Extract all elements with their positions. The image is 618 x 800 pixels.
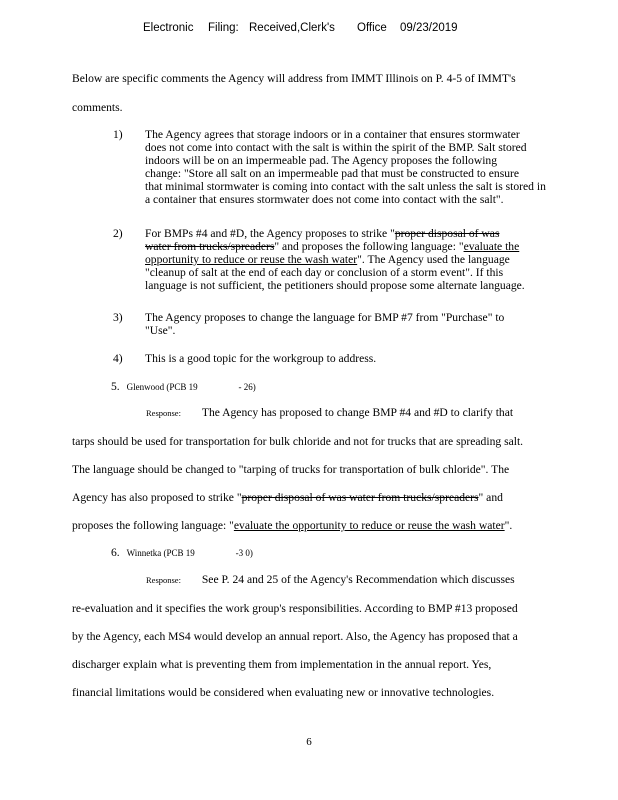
- body-line: [72, 491, 602, 505]
- underlined-text: opportunity to reduce or reuse the wash water: [145, 253, 358, 266]
- intro-line-2: comments.: [72, 101, 123, 114]
- section-number: 6.: [111, 546, 120, 559]
- item-number: 4): [113, 352, 123, 365]
- header-electronic: Electronic: [143, 22, 194, 34]
- body-line: by the Agency, each MS4 would develop an annual report. Also, the Agency has proposed that a: [72, 630, 518, 643]
- text-run: For BMPs #4 and #D, the Agency proposes to strike ": [145, 227, 395, 240]
- section-number: 5.: [111, 380, 120, 393]
- header-filing: Filing:: [208, 22, 239, 34]
- text-run: ". The Agency used the language: [357, 253, 510, 266]
- body-line: tarps should be used for transportation for bulk chloride and not for trucks that are spreading salt.: [72, 435, 524, 448]
- item-line: language is not sufficient, the petitioners should propose some alternate language.: [145, 279, 525, 292]
- response-text: The Agency has proposed to change BMP #4 and #D to clarify that: [201, 406, 514, 419]
- item-line: [145, 240, 605, 253]
- item-line: does not come into contact with the salt is within the spirit of the BMP. Salt stored: [145, 141, 527, 154]
- item-line: [145, 253, 605, 266]
- item-line: The Agency agrees that storage indoors or in a container that ensures stormwater: [145, 128, 520, 141]
- body-line: The language should be changed to "tarping of trucks for transportation of bulk chloride". The: [72, 463, 510, 476]
- response-line: [146, 406, 606, 420]
- header-received: Received,Clerk's: [249, 22, 335, 34]
- text-run: " and: [478, 491, 503, 504]
- body-line: discharger explain what is preventing them from implementation in the annual report. Yes,: [72, 658, 492, 671]
- item-line: change: "Store all salt on an impermeable pad that must be constructed to ensure: [145, 167, 520, 180]
- struck-text: water from trucks/spreaders: [145, 240, 275, 253]
- text-run: proposes the following language: ": [72, 519, 234, 532]
- item-number: 3): [113, 311, 123, 324]
- text-run: Agency has also proposed to strike ": [72, 491, 242, 504]
- header-office: Office: [357, 22, 387, 34]
- section-heading-glenwood: [111, 380, 256, 393]
- underlined-text: evaluate the: [463, 240, 520, 253]
- item-number: 2): [113, 227, 123, 240]
- item-number: 1): [113, 128, 123, 141]
- response-label: Response:: [146, 575, 181, 585]
- section-name: Winnetka (PCB 19: [126, 548, 195, 558]
- item-line: "cleanup of salt at the end of each day or conclusion of a storm event". If this: [145, 266, 504, 279]
- section-suffix: -3 0): [235, 548, 253, 558]
- item-line: [145, 227, 605, 240]
- struck-text: proper disposal of was: [394, 227, 500, 240]
- item-text: [145, 352, 605, 365]
- body-line: financial limitations would be considered when evaluating new or innovative technologies.: [72, 686, 495, 699]
- section-heading-winnetka: [111, 546, 253, 559]
- text-run: " and proposes the following language: ": [274, 240, 464, 253]
- section-name: Glenwood (PCB 19: [126, 382, 198, 392]
- item-text: [145, 128, 605, 206]
- section-suffix: - 26): [238, 382, 256, 392]
- body-line: re-evaluation and it specifies the work group's responsibilities. According to BMP #13 proposed: [72, 602, 518, 615]
- item-line: a container that ensures stormwater does not come into contact with the salt".: [145, 193, 504, 206]
- body-line: [72, 519, 602, 533]
- underlined-text: evaluate the opportunity to reduce or reuse the wash water: [233, 519, 505, 532]
- response-label: Response:: [146, 408, 181, 418]
- response-line: [146, 573, 606, 587]
- item-line: that minimal stormwater is coming into contact with the salt unless the salt is stored in: [145, 180, 546, 193]
- item-line: The Agency proposes to change the language for BMP #7 from "Purchase" to: [145, 311, 505, 324]
- item-text: [145, 227, 605, 292]
- text-run: ".: [504, 519, 513, 532]
- response-text: See P. 24 and 25 of the Agency's Recommendation which discusses: [201, 573, 515, 586]
- struck-text: proper disposal of was water from trucks/spreaders: [241, 491, 479, 504]
- item-text: [145, 311, 605, 337]
- item-line: indoors will be on an impermeable pad. The Agency proposes the following: [145, 154, 498, 167]
- page-number: 6: [306, 736, 312, 748]
- item-line: This is a good topic for the workgroup to address.: [145, 352, 377, 365]
- header-date: 09/23/2019: [400, 22, 458, 34]
- item-line: "Use".: [145, 324, 176, 337]
- intro-line-1: Below are specific comments the Agency will address from IMMT Illinois on P. 4-5 of IMMT's: [72, 72, 516, 85]
